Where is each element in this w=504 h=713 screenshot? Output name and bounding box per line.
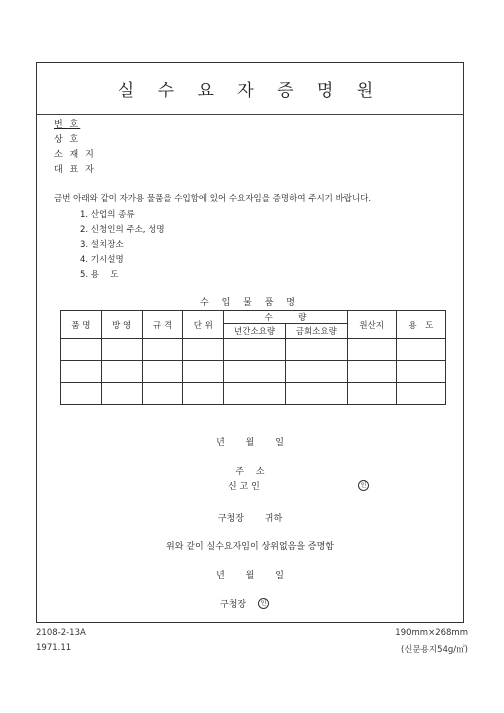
- issuer-seal-mark: 인: [258, 598, 269, 609]
- col-header-current: 금회소요량: [285, 324, 347, 339]
- table-cell: [101, 339, 142, 361]
- col-header-spec: 규 격: [142, 311, 183, 339]
- table-cell: [285, 339, 347, 361]
- list-item: 2. 신청인의 주소, 성명: [80, 225, 165, 235]
- table-row: [61, 339, 446, 361]
- address-label: 주 소: [235, 467, 265, 477]
- list-item: 5. 용 도: [80, 270, 119, 280]
- table-cell: [285, 383, 347, 405]
- col-header-annual: 년간소요량: [224, 324, 286, 339]
- col-header-method: 방 영: [101, 311, 142, 339]
- list-item: 4. 기시설명: [80, 255, 124, 265]
- table-cell: [396, 361, 445, 383]
- form-title: 실 수 요 자 증 명 원: [117, 81, 383, 101]
- table-cell: [347, 361, 396, 383]
- table-cell: [142, 339, 183, 361]
- addressee: 구청장 귀하: [217, 514, 283, 524]
- list-item: 3. 설치장소: [80, 240, 124, 250]
- table-cell: [183, 339, 224, 361]
- date-line: 년 월 일: [216, 438, 284, 448]
- footer-code: 2108-2-13A: [36, 628, 86, 638]
- date-line-2: 년 월 일: [216, 571, 284, 581]
- table-row: [61, 383, 446, 405]
- title-divider: [36, 114, 464, 115]
- field-company-label: 상 호: [54, 135, 81, 145]
- table-cell: [101, 383, 142, 405]
- applicant-label: 신 고 인: [228, 482, 260, 492]
- field-location-label: 소 재 지: [54, 150, 96, 160]
- table-cell: [183, 361, 224, 383]
- table-cell: [224, 339, 286, 361]
- table-cell: [396, 383, 445, 405]
- table-cell: [101, 361, 142, 383]
- table-row: [61, 361, 446, 383]
- seal-mark: 인: [358, 480, 369, 491]
- field-representative-label: 대 표 자: [54, 165, 96, 175]
- col-header-quantity: 수 량: [224, 311, 347, 324]
- field-number-label: 번 호: [54, 120, 81, 130]
- request-text: 금번 아래와 같이 자가용 물품을 수입함에 있어 수요자임을 증명하여 주시기 바랍니다.: [54, 194, 372, 204]
- table-cell: [142, 383, 183, 405]
- footer-size: 190mm×268mm: [395, 628, 468, 638]
- import-items-table: [60, 310, 446, 405]
- table-cell: [347, 339, 396, 361]
- table-cell: [224, 361, 286, 383]
- table-cell: [183, 383, 224, 405]
- table-title: 수 입 물 품 명: [200, 298, 300, 308]
- footer-paper: (신문용지54g/㎡): [400, 645, 468, 655]
- col-header-unit: 단 위: [183, 311, 224, 339]
- table-cell: [285, 361, 347, 383]
- footer-year: 1971.11: [36, 643, 72, 653]
- table-cell: [142, 361, 183, 383]
- table-cell: [61, 383, 102, 405]
- table-cell: [224, 383, 286, 405]
- col-header-origin: 원산지: [347, 311, 396, 339]
- col-header-name: 품 명: [61, 311, 102, 339]
- certify-text: 위와 같이 실수요자임이 상위없음을 증명함: [166, 542, 334, 552]
- form: [36, 62, 464, 623]
- table-cell: [61, 339, 102, 361]
- col-header-use: 용 도: [396, 311, 445, 339]
- list-item: 1. 산업의 종류: [80, 210, 135, 220]
- table-cell: [347, 383, 396, 405]
- table-cell: [61, 361, 102, 383]
- issuer-label: 구청장: [220, 600, 247, 610]
- table-cell: [396, 339, 445, 361]
